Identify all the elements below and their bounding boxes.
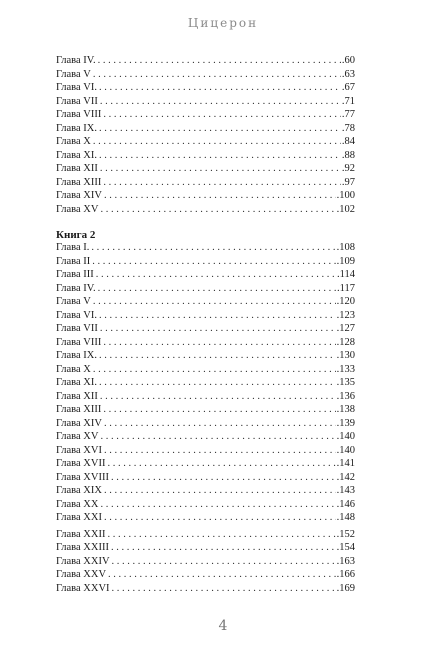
toc-entry-page: .152 bbox=[336, 528, 355, 540]
toc-entry-page: .163 bbox=[336, 555, 355, 567]
toc-entry-page: .148 bbox=[336, 512, 355, 523]
toc-entry-page: .100 bbox=[336, 190, 355, 201]
toc-entry bbox=[56, 403, 355, 417]
dot-leader bbox=[108, 568, 336, 582]
toc-entry-label: Глава XXIV bbox=[56, 555, 110, 567]
toc-entry-page: .166 bbox=[336, 569, 355, 580]
dot-leader bbox=[103, 108, 341, 122]
toc-entry-label: Глава VIII bbox=[56, 109, 102, 120]
toc-entry-page: .60 bbox=[341, 55, 355, 66]
toc-entry-page: .71 bbox=[341, 95, 355, 107]
toc-entry-label: Глава XIII bbox=[56, 176, 102, 188]
toc-entry-label: Глава I. bbox=[56, 242, 90, 253]
dot-leader bbox=[112, 555, 336, 569]
dot-leader bbox=[93, 135, 341, 149]
dot-leader bbox=[107, 457, 335, 471]
toc-entry bbox=[56, 95, 355, 109]
toc-entry-label: Глава XII bbox=[56, 390, 98, 402]
dot-leader bbox=[93, 363, 336, 377]
toc-entry-label: Глава V bbox=[56, 68, 91, 80]
toc-entry-page: .127 bbox=[336, 323, 355, 334]
toc-entry-label: Глава III bbox=[56, 269, 94, 280]
dot-leader bbox=[104, 189, 336, 203]
toc-entry bbox=[56, 430, 355, 444]
toc-entry-label: Глава XI. bbox=[56, 149, 97, 161]
dot-leader bbox=[99, 122, 341, 136]
toc-book-2 bbox=[56, 241, 355, 595]
toc-entry bbox=[56, 484, 355, 498]
dot-leader bbox=[100, 95, 341, 109]
toc-entry-label: Глава VII bbox=[56, 323, 98, 334]
toc-entry-label: Глава XXVI bbox=[56, 582, 110, 594]
toc-entry-label: Глава VI. bbox=[56, 82, 97, 93]
toc-entry-label: Глава XV bbox=[56, 431, 99, 442]
running-title: Цицерон bbox=[187, 16, 259, 30]
toc-entry-page: .84 bbox=[341, 136, 355, 147]
toc-entry-page: .77 bbox=[341, 109, 355, 120]
dot-leader bbox=[100, 203, 335, 217]
toc-entry-label: Глава XIV bbox=[56, 190, 102, 201]
toc-entry-label: Глава XXIII bbox=[56, 542, 109, 553]
toc-entry-label: Глава XIII bbox=[56, 404, 102, 415]
toc-entry-page: .169 bbox=[336, 582, 355, 594]
toc-entry bbox=[56, 108, 355, 122]
toc-entry bbox=[56, 568, 355, 582]
dot-leader bbox=[96, 268, 336, 282]
dot-leader bbox=[112, 582, 336, 596]
toc-book-1 bbox=[56, 54, 355, 216]
toc-entry-label: Глава X bbox=[56, 363, 91, 375]
toc-entry bbox=[56, 268, 355, 282]
toc-entry bbox=[56, 122, 355, 136]
toc-entry-page: .108 bbox=[336, 242, 355, 253]
toc-entry-page: .140 bbox=[336, 431, 355, 442]
toc-entry-page: .88 bbox=[341, 149, 355, 161]
dot-leader bbox=[103, 176, 341, 190]
toc-entry bbox=[56, 68, 355, 82]
toc-entry-label: Глава VI. bbox=[56, 309, 97, 321]
toc-entry-page: .130 bbox=[336, 350, 355, 361]
dot-leader bbox=[104, 484, 336, 498]
toc-entry-page: .117 bbox=[337, 282, 355, 294]
dot-leader bbox=[92, 255, 335, 269]
toc-entry bbox=[56, 176, 355, 190]
toc-entry-label: Глава II bbox=[56, 255, 91, 267]
toc-entry bbox=[56, 203, 355, 217]
dot-leader bbox=[103, 403, 335, 417]
toc-entry bbox=[56, 322, 355, 336]
toc-entry-page: .97 bbox=[341, 176, 355, 188]
toc-entry-page: .135 bbox=[336, 377, 355, 388]
toc-entry-page: .109 bbox=[336, 255, 355, 267]
toc-entry bbox=[56, 135, 355, 149]
toc-entry-page: .63 bbox=[341, 68, 355, 80]
toc-entry-page: .67 bbox=[341, 82, 355, 93]
toc-entry-label: Глава IX. bbox=[56, 350, 97, 361]
dot-leader bbox=[99, 309, 336, 323]
toc-entry bbox=[56, 457, 355, 471]
dot-leader bbox=[111, 471, 336, 485]
toc-entry-label: Глава XIV bbox=[56, 417, 102, 429]
dot-leader bbox=[104, 444, 336, 458]
toc-entry-label: Глава XV bbox=[56, 203, 99, 215]
toc-entry-page: .154 bbox=[336, 542, 355, 553]
toc-entry bbox=[56, 417, 355, 431]
dot-leader bbox=[104, 417, 336, 431]
dot-leader bbox=[100, 322, 336, 336]
toc-entry bbox=[56, 336, 355, 350]
dot-leader bbox=[99, 376, 336, 390]
dot-leader bbox=[103, 336, 335, 350]
toc-entry bbox=[56, 376, 355, 390]
toc-entry-label: Глава XII bbox=[56, 163, 98, 174]
toc-entry bbox=[56, 162, 355, 176]
toc-entry-page: .114 bbox=[337, 269, 355, 280]
dot-leader bbox=[99, 81, 341, 95]
toc-entry bbox=[56, 541, 355, 555]
toc-entry bbox=[56, 349, 355, 363]
toc-entry-label: Глава XXII bbox=[56, 528, 106, 540]
book-2-title: Книга 2 bbox=[56, 229, 96, 241]
toc-entry-page: .138 bbox=[336, 404, 355, 415]
toc-entry-label: Глава V bbox=[56, 296, 91, 307]
toc-entry-label: Глава XXI bbox=[56, 512, 102, 523]
toc-entry-page: .136 bbox=[336, 390, 355, 402]
dot-leader bbox=[107, 528, 335, 542]
toc-entry-page: .123 bbox=[336, 309, 355, 321]
toc-entry-label: Глава IX. bbox=[56, 122, 97, 134]
toc-entry-label: Глава XIX bbox=[56, 485, 102, 496]
toc-entry-label: Глава XVI bbox=[56, 444, 102, 456]
toc-entry bbox=[56, 528, 355, 542]
toc-entry bbox=[56, 363, 355, 377]
toc-entry bbox=[56, 309, 355, 323]
dot-leader bbox=[100, 162, 341, 176]
dot-leader bbox=[99, 149, 341, 163]
toc-entry-page: .140 bbox=[336, 444, 355, 456]
toc-entry bbox=[56, 295, 355, 309]
dot-leader bbox=[100, 430, 335, 444]
toc-entry-label: Глава XX bbox=[56, 498, 99, 510]
dot-leader bbox=[93, 295, 336, 309]
dot-leader bbox=[100, 390, 336, 404]
toc-entry bbox=[56, 444, 355, 458]
toc-entry bbox=[56, 582, 355, 596]
toc-entry-page: .102 bbox=[336, 203, 355, 215]
dot-leader bbox=[99, 349, 336, 363]
toc-entry-label: Глава IV. bbox=[56, 55, 96, 66]
toc-entry bbox=[56, 555, 355, 569]
dot-leader bbox=[91, 241, 335, 255]
toc-entry-page: .92 bbox=[341, 163, 355, 174]
toc-entry-label: Глава VIII bbox=[56, 336, 102, 348]
toc-entry bbox=[56, 498, 355, 512]
toc-entry-page: .143 bbox=[336, 485, 355, 496]
toc-entry-page: .120 bbox=[336, 296, 355, 307]
toc-entry bbox=[56, 390, 355, 404]
toc-entry-page: .141 bbox=[336, 458, 355, 469]
toc-entry-label: Глава XVII bbox=[56, 458, 106, 469]
toc-entry-page: .128 bbox=[336, 336, 355, 348]
toc-entry-page: .146 bbox=[336, 498, 355, 510]
toc-entry-label: Глава VII bbox=[56, 95, 98, 107]
toc-entry-page: .142 bbox=[336, 471, 355, 483]
toc-entry-page: .78 bbox=[341, 122, 355, 134]
toc-entry-label: Глава IV. bbox=[56, 282, 96, 294]
toc-entry bbox=[56, 149, 355, 163]
dot-leader bbox=[93, 68, 341, 82]
toc-entry bbox=[56, 189, 355, 203]
toc-entry bbox=[56, 282, 355, 296]
toc-entry bbox=[56, 471, 355, 485]
dot-leader bbox=[100, 498, 335, 512]
toc-entry-page: .139 bbox=[336, 417, 355, 429]
dot-leader bbox=[98, 54, 341, 68]
dot-leader bbox=[111, 541, 336, 555]
toc-entry bbox=[56, 511, 355, 525]
toc-entry bbox=[56, 81, 355, 95]
toc-entry-label: Глава XXV bbox=[56, 569, 107, 580]
toc-entry-page: .133 bbox=[336, 363, 355, 375]
toc-entry-label: Глава XVIII bbox=[56, 471, 109, 483]
toc-entry-label: Глава X bbox=[56, 136, 91, 147]
dot-leader bbox=[98, 282, 336, 296]
toc-entry bbox=[56, 255, 355, 269]
toc-entry-label: Глава XI. bbox=[56, 377, 97, 388]
page-number: 4 bbox=[218, 618, 228, 634]
toc-entry bbox=[56, 54, 355, 68]
toc-entry bbox=[56, 241, 355, 255]
dot-leader bbox=[104, 511, 336, 525]
